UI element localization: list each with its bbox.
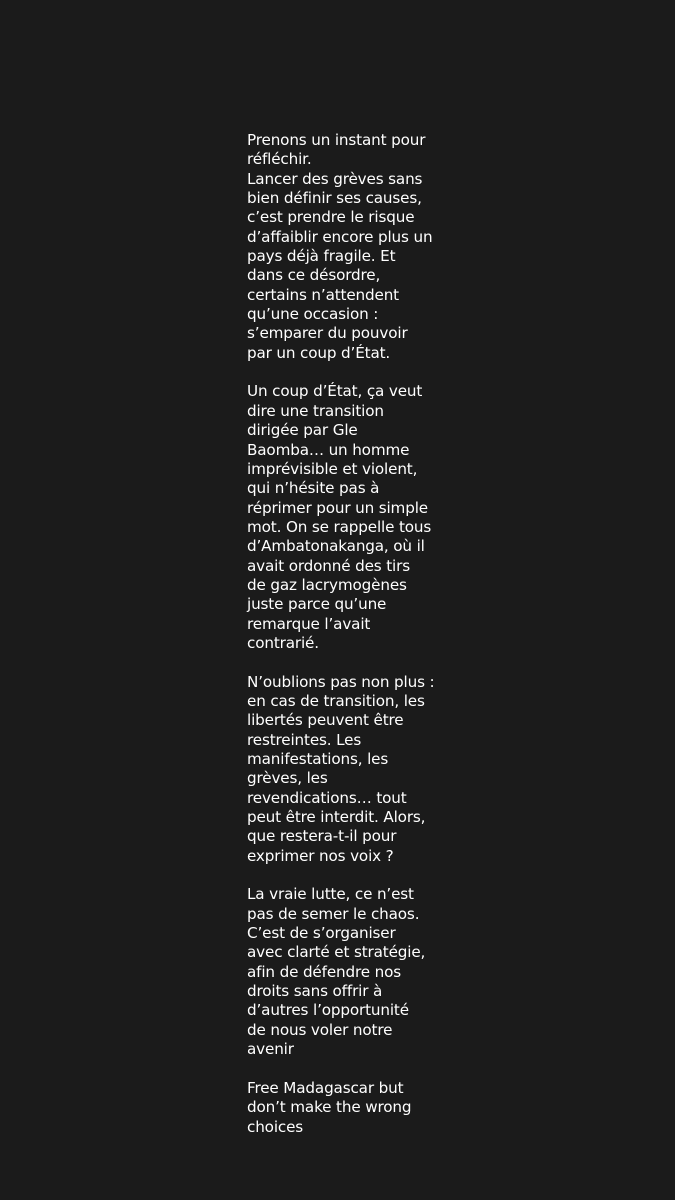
text-line: Prenons un instant pour	[247, 131, 426, 149]
text-line: d’Ambatonakanga, où il	[247, 537, 425, 556]
text-line: réfléchir.	[247, 150, 312, 169]
text-line: juste parce qu’une	[247, 595, 387, 614]
paragraph-5	[247, 1079, 447, 1137]
paragraph-3	[247, 673, 447, 866]
text-line: afin de défendre nos	[247, 962, 401, 981]
text-line: Baomba… un homme	[247, 440, 410, 459]
text-line: c’est prendre le risque	[247, 208, 415, 227]
text-line: dire une transition	[247, 401, 384, 420]
text-line: mot. On se rappelle tous	[247, 517, 432, 536]
text-line: avec clarté et stratégie,	[247, 943, 426, 962]
paragraph-1	[247, 131, 447, 363]
text-line: exprimer nos voix ?	[247, 846, 394, 865]
story-text	[247, 131, 447, 1156]
text-line: d’affaiblir encore plus un	[247, 227, 433, 246]
text-line: avait ordonné des tirs	[247, 556, 410, 575]
text-line: peut être interdit. Alors,	[247, 808, 426, 827]
text-line: N’oublions pas non plus :	[247, 672, 435, 691]
text-line: C’est de s’organiser	[247, 924, 396, 943]
text-line: don’t make the wrong	[247, 1098, 412, 1117]
text-line: pays déjà fragile. Et	[247, 247, 396, 266]
text-line: s’emparer du pouvoir	[247, 324, 408, 343]
text-line: libertés peuvent être	[247, 711, 404, 730]
paragraph-2	[247, 382, 447, 653]
text-line: dirigée par Gle	[247, 421, 358, 440]
text-line: certains n’attendent	[247, 285, 399, 304]
text-line: Free Madagascar but	[247, 1078, 404, 1097]
text-line: qui n’hésite pas à	[247, 479, 380, 498]
text-line: réprimer pour un simple	[247, 498, 428, 517]
text-line: La vraie lutte, ce n’est	[247, 885, 414, 904]
text-line: pas de semer le chaos.	[247, 904, 420, 923]
text-line: remarque l’avait	[247, 614, 371, 633]
text-line: en cas de transition, les	[247, 691, 425, 710]
text-line: Un coup d’État, ça veut	[247, 382, 423, 401]
text-line: dans ce désordre,	[247, 266, 381, 285]
text-line: qu’une occasion :	[247, 305, 379, 324]
text-line: par un coup d’État.	[247, 343, 391, 362]
text-line: que restera-t-il pour	[247, 827, 397, 846]
text-line: Lancer des grèves sans	[247, 169, 423, 188]
text-line: d’autres l’opportunité	[247, 1001, 409, 1020]
text-line: grèves, les	[247, 769, 328, 788]
paragraph-4	[247, 885, 447, 1059]
text-line: imprévisible et violent,	[247, 459, 418, 478]
text-line: restreintes. Les	[247, 730, 362, 749]
text-line: contrarié.	[247, 633, 319, 652]
text-line: manifestations, les	[247, 750, 389, 768]
text-line: de gaz lacrymogènes	[247, 575, 407, 594]
text-line: de nous voler notre	[247, 1020, 393, 1039]
text-line: choices	[247, 1117, 304, 1136]
text-line: bien définir ses causes,	[247, 189, 422, 208]
text-line: revendications… tout	[247, 788, 407, 807]
text-line: droits sans offrir à	[247, 982, 383, 1001]
text-line: avenir	[247, 1040, 294, 1059]
